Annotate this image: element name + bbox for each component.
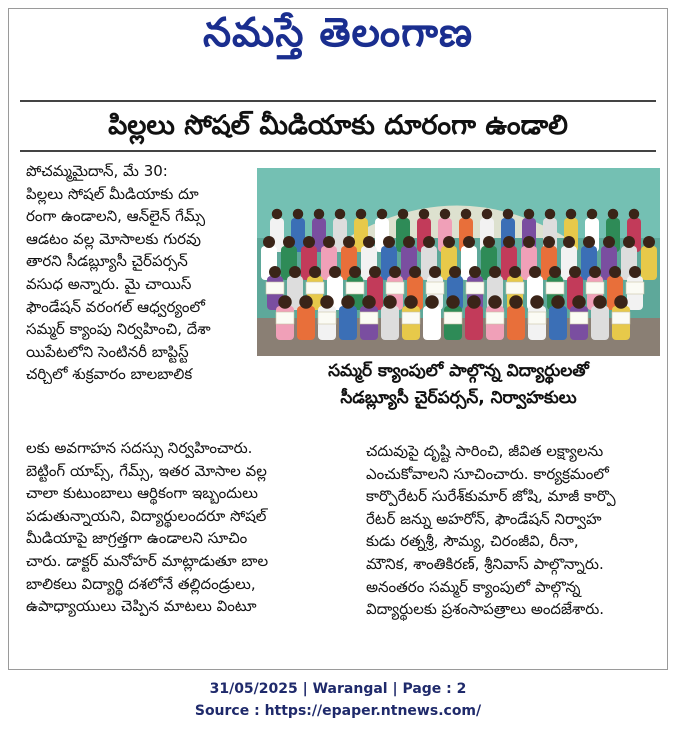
person-head xyxy=(272,209,283,220)
person-head xyxy=(587,209,598,220)
person-head xyxy=(603,236,615,248)
certificate xyxy=(546,282,564,294)
person-head xyxy=(614,295,628,309)
person-head xyxy=(409,266,421,278)
person-head xyxy=(530,295,544,309)
photo-caption-line2: సీడబ్ల్యూసీ చైర్‌పర్సన్, నిర్వాహకులు xyxy=(340,388,577,408)
person-head xyxy=(443,236,455,248)
person-head xyxy=(593,295,607,309)
person-head xyxy=(461,209,472,220)
person-head xyxy=(389,266,401,278)
person-body xyxy=(507,306,525,340)
person-head xyxy=(356,209,367,220)
certificate xyxy=(346,282,364,294)
person-head xyxy=(509,295,523,309)
person-head xyxy=(278,295,292,309)
person-head xyxy=(543,236,555,248)
person-head xyxy=(482,209,493,220)
person-head xyxy=(349,266,361,278)
person-head xyxy=(446,295,460,309)
person-head xyxy=(293,209,304,220)
person-head xyxy=(509,266,521,278)
person-body xyxy=(297,306,315,340)
person-head xyxy=(489,266,501,278)
person-head xyxy=(429,266,441,278)
person-body xyxy=(641,246,657,280)
certificate xyxy=(306,282,324,294)
group-photo xyxy=(257,168,660,356)
certificate xyxy=(402,312,420,324)
person-body xyxy=(549,306,567,340)
person-head xyxy=(299,295,313,309)
person-head xyxy=(289,266,301,278)
footer-meta: 31/05/2025 | Warangal | Page : 2 xyxy=(209,681,467,697)
person-head xyxy=(524,209,535,220)
certificate xyxy=(626,282,644,294)
person-head xyxy=(549,266,561,278)
person-head xyxy=(369,266,381,278)
person-head xyxy=(503,236,515,248)
person-head xyxy=(463,236,475,248)
person-head xyxy=(269,266,281,278)
certificate xyxy=(570,312,588,324)
certificate xyxy=(528,312,546,324)
person-head xyxy=(423,236,435,248)
person-body xyxy=(339,306,357,340)
person-head xyxy=(419,209,430,220)
person-head xyxy=(467,295,481,309)
person-head xyxy=(449,266,461,278)
person-head xyxy=(320,295,334,309)
person-head xyxy=(425,295,439,309)
certificate xyxy=(506,282,524,294)
person-head xyxy=(469,266,481,278)
person-head xyxy=(483,236,495,248)
person-head xyxy=(263,236,275,248)
person-head xyxy=(569,266,581,278)
person-head xyxy=(523,236,535,248)
article-right-column: చదువుపై దృష్టి సారించి, జీవిత లక్ష్యాలను ఎంచుకోవాలని సూచించారు. కార్యక్రమంలో కార్పొరేటర్ సురేశ్‌కుమార్ జోషి, మాజీ కార్పొ రేటర్ జన్ను అహరోన్, ఫౌండేషన్ నిర్వాహ కుడు రత్నశ్రీ, సౌమ్య, చిరంజీవి, రీనా, మౌనిక, శాంతికిరణ్, శ్రీనివాస్ పాల్గొన్నారు. అనంతరం సమ్మర్ క్యాంపులో పాల్గొన్న విద్యార్థులకు ప్రశంసాపత్రాలు అందజేశారు. xyxy=(366,442,616,619)
person-head xyxy=(303,236,315,248)
person-head xyxy=(377,209,388,220)
certificate xyxy=(318,312,336,324)
person-head xyxy=(383,295,397,309)
person-head xyxy=(623,236,635,248)
certificate xyxy=(276,312,294,324)
article-lower-left-column: లకు అవగాహన సదస్సు నిర్వహించారు. బెట్టింగ్ యాప్స్, గేమ్స్, ఇతర మోసాల వల్ల చాలా కుటుంబాలు ఆర్థికంగా ఇబ్బందులు పడుతున్నాయని, విద్యార్థులందరూ సోషల్ మీడియాపై జాగ్రత్తగా ఉండాలని సూచిం చారు. డాక్టర్ మనోహర్ మాట్లాడుతూ బాల బాలికలు విద్యార్థి దశలోనే తల్లిదండ్రులు, ఉపాధ్యాయులు చెప్పిన మాటలు వింటూ xyxy=(26,439,269,616)
person-head xyxy=(545,209,556,220)
person-head xyxy=(440,209,451,220)
person-head xyxy=(529,266,541,278)
person-head xyxy=(629,209,640,220)
person-body xyxy=(465,306,483,340)
person-head xyxy=(309,266,321,278)
person-head xyxy=(503,209,514,220)
person-head xyxy=(566,209,577,220)
newspaper-masthead: నమస్తే తెలంగాణ xyxy=(202,10,474,56)
certificate xyxy=(586,282,604,294)
photo-caption xyxy=(257,358,660,420)
person-head xyxy=(329,266,341,278)
photo-caption-line1: సమ్మర్ క్యాంపులో పాల్గొన్న విద్యార్థులతో xyxy=(328,361,589,381)
certificate xyxy=(360,312,378,324)
person-head xyxy=(323,236,335,248)
person-head xyxy=(643,236,655,248)
person-head xyxy=(608,209,619,220)
person-head xyxy=(335,209,346,220)
person-head xyxy=(398,209,409,220)
certificate xyxy=(486,312,504,324)
person-head xyxy=(343,236,355,248)
certificate xyxy=(612,312,630,324)
person-head xyxy=(283,236,295,248)
certificate xyxy=(444,312,462,324)
person-head xyxy=(363,236,375,248)
person-head xyxy=(404,295,418,309)
certificate xyxy=(266,282,284,294)
person-body xyxy=(423,306,441,340)
person-head xyxy=(572,295,586,309)
person-head xyxy=(629,266,641,278)
person-body xyxy=(381,306,399,340)
person-head xyxy=(403,236,415,248)
person-head xyxy=(589,266,601,278)
article-left-column: పోచమ్మమైదాన్, మే 30: పిల్లలు సోషల్ మీడియాకు దూ రంగా ఉండాలని, ఆన్‌లైన్ గేమ్స్ ఆడటం వల్ల మోసాలకు గురవు తారని సీడబ్ల్యూసీ చైర్‌పర్సన్ వసుధ అన్నారు. మై చాయిస్ ఫౌండేషన్ వరంగల్ ఆధ్వర్యంలో సమ్మర్ క్యాంపు నిర్వహించి, దేశా యిపేటలోని సెంటినరీ బాప్టిస్ట్ చర్చిలో శుక్రవారం బాలబాలిక xyxy=(26,162,211,384)
person-head xyxy=(583,236,595,248)
person-head xyxy=(341,295,355,309)
certificate xyxy=(386,282,404,294)
certificate xyxy=(426,282,444,294)
person-head xyxy=(383,236,395,248)
person-head xyxy=(314,209,325,220)
person-head xyxy=(551,295,565,309)
person-head xyxy=(488,295,502,309)
certificate xyxy=(466,282,484,294)
article-headline: పిల్లలు సోషల్ మీడియాకు దూరంగా ఉండాలి xyxy=(20,100,656,152)
person-head xyxy=(563,236,575,248)
person-head xyxy=(362,295,376,309)
person-head xyxy=(609,266,621,278)
group-photo-illustration xyxy=(257,168,660,356)
footer-source: Source : https://epaper.ntnews.com/ xyxy=(194,703,482,719)
person-body xyxy=(591,306,609,340)
